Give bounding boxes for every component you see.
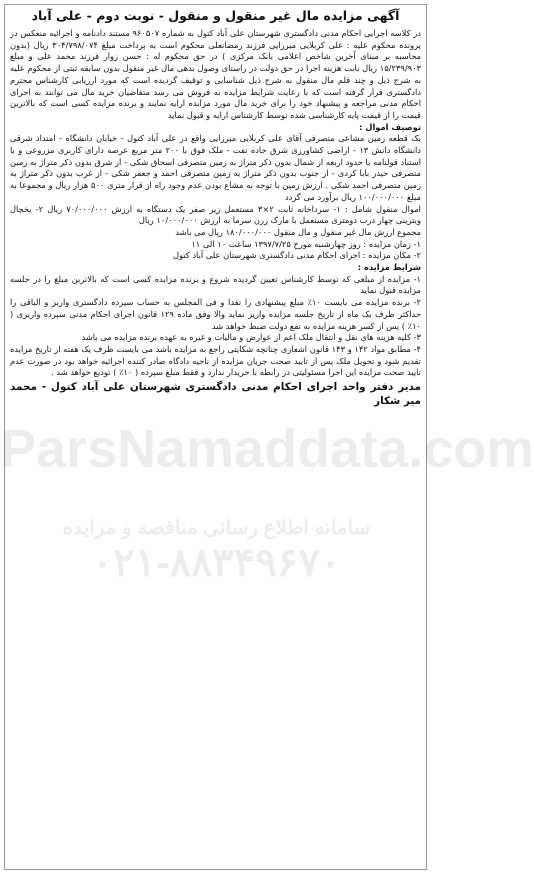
notice-title: آگهی مزایده مال غیر منقول و منقول - نوبت دوم - علی آباد bbox=[31, 8, 400, 23]
immovable-property-paragraph: یک قطعه زمین مشاعی متصرفی آقای علی کربلایی میرزایی واقع در علی آباد کتول - خیابان دانشگاه - امتداد شرقی دانشگاه دانش ۱۳ - اراضی کشاورزی شرق جاده نفت - ملک فوق با ۲۰۰ متر مربع عرصه دارای کاربری مزروعی و با استناد قولنامه با حدود اربعه از شمال بدون ذکر متراژ به زمین متصرفی اسحاق شکی - از شرق بدون ذکر متراژ به زمین متصرفی حیدر بابا کردی - از جنوب بدون ذکر متراژ به زمین متصرفی احمد و جعفر شکی - از غرب بدون ذکر متراژ به زمین متصرفی احمد شکی . ارزش زمین با توجه به مشاع بودن عدم وجود راه از قرار متری ۵۰۰ هزار ریال و مجموعا به مبلغ ۱۰۰/۰۰۰/۰۰۰ ریال برآورد می گردد bbox=[10, 133, 422, 202]
watermark-tagline: سامانه اطلاع رسانی مناقصه و مزایده bbox=[62, 517, 371, 539]
watermark-brand: ParsNamaddata.com bbox=[0, 419, 534, 479]
watermark-phone: ۰۲۱-۸۸۳۴۹۶۷۰ bbox=[91, 541, 342, 585]
total-value: مجموع ارزش مال غیر منقول و مال منقول ۱۸۰/۰۰۰/۰۰۰ ریال می باشد bbox=[175, 226, 421, 237]
conditions-heading: شرایط مزایده : bbox=[357, 262, 421, 273]
property-description-heading: توصیف اموال : bbox=[359, 121, 421, 132]
condition-1: ۱- مزایده از مبلغی که توسط کارشناس تعیین گردیده شروع و برنده مزایده کسی است که بالاترین مبلغ را در جلسه مزایده قبول نماید bbox=[10, 273, 421, 296]
intro-paragraph: در کلاسه اجرایی احکام مدنی دادگستری شهرستان علی آباد کتول به شماره ۹۶۰۵۰۷ مستند دادنامه و اجرائیه منعکس در پرونده محکوم علیه : علی کربلایی میرزایی فرزند رمضانعلی محکوم است به پرداخت مبلغ ۳۰۴/۷۹۸/۰۷۴ ریال (بدون محاسبه بر مبنای آخرین شاخص اعلامی بانک مرکزی ) در حق محکوم له : حسن زوار فرزند محمد علی و مبلغ ۱۵/۲۳۹/۹۰۳ ریال بابت هزینه اجرا در حق دولت در راستای وصول بدهی مال غیر منقول بدون سابقه ثبتی از محکوم علیه به شرح ذیل و چند قلم مال منقول به شرح ذیل شناسایی و توقیف گردیده است که مورد ارزیابی کارشناس محترم دادگستری قرار گرفته است که با رعایت شرایط مزایده به فروش می رسد متقاضیان خرید مال می توانند به اجرای احکام مدنی مراجعه و پیشنهاد خود را برای خرید مال مورد مزایده ارایه نمایند و برنده مزایده کسی است که بالاترین قیمت را از قیمت پایه کارشناسی شده توسط کارشناس ارایه و قبول نماید bbox=[10, 28, 421, 120]
condition-4: ۴- مطابق مواد ۱۴۲ و ۱۴۳ قانون اشعاری چنانچه شکایتی راجع به مزایده باشد می بایست ظرف یک هفته از تاریخ مزایده تقدیم شود و تحویل ملک پس از تایید صحت جریان مزایده از ناحیه دادگاه صادر کننده اجرائیه خواهد بود در صورت عدم تایید صحت مزایده این اجرا مسئولیتی در رابطه با خریدار ندارد و فقط مبلغ سپرده ( ۱۰٪ ) تودیع خواهد شد . bbox=[10, 343, 421, 378]
condition-2: ۲- برنده مزایده می بایست ۱۰٪ مبلغ پیشنهادی را نقدا و فی المجلس به حساب سپرده دادگستری واریز و الباقی را حداکثر ظرف یک ماه از تاریخ جلسه مزایده واریز نماید والا وفق ماده ۱۲۹ قانون اجرای احکام مدنی سپرده واریزی ( ۱۰٪ ) پس از کسر هزینه مزایده به نفع دولت ضبط خواهد شد bbox=[10, 297, 422, 331]
auction-place: ۲- مکان مزایده : اجرای احکام مدنی دادگستری شهرستان علی آباد کتول bbox=[172, 250, 421, 261]
auction-time: ۱- زمان مزایده : روز چهارشنبه مورخ ۱۳۹۷/۷/۲۵ ساعت ۱۰ الی ۱۱ bbox=[191, 238, 421, 249]
movable-property-paragraph: اموال منقول شامل : ۱- سرداخانه ثابت ۲×۳ مستعمل زیر صفر یک دستگاه به ارزش ۷۰/۰۰۰/۰۰۰ ریال ۲- یخچال ویترینی چهار درب دومتری مستعمل با مارک زرن سرما به ارزش ۱۰/۰۰۰/۰۰۰ ریال bbox=[10, 203, 421, 226]
auction-notice bbox=[4, 4, 427, 870]
condition-3: ۳- کلیه هزینه های نقل و انتقال ملک اعم از عوارض و مالیات و غیره به عهده برنده مزایده می باشد bbox=[81, 332, 421, 343]
signature: مدیر دفتر واحد اجرای احکام مدنی دادگستری شهرستان علی آباد کتول - محمد میر شکار bbox=[10, 381, 421, 408]
notice-body bbox=[10, 28, 421, 379]
